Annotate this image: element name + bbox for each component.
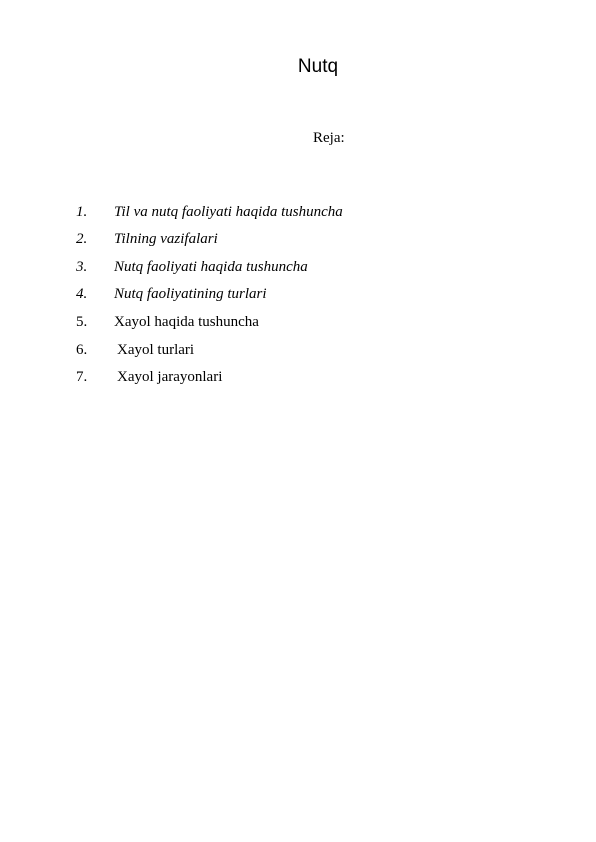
plan-item-number: 7. (76, 369, 88, 385)
plan-item (0, 368, 420, 388)
plan-item-number: 3. (76, 259, 88, 275)
plan-item-text: Xayol haqida tushuncha (114, 314, 259, 330)
plan-item-text: Xayol jarayonlari (117, 369, 223, 385)
title-container (0, 55, 596, 79)
plan-item-number: 5. (76, 314, 88, 330)
plan-item (0, 203, 420, 223)
plan-item-text: Nutq faoliyati haqida tushuncha (114, 259, 308, 275)
plan-item (0, 313, 420, 333)
plan-heading: Reja: (313, 130, 345, 146)
plan-item (0, 230, 420, 250)
plan-item-text: Nutq faoliyatining turlari (114, 286, 267, 302)
plan-item-number: 1. (76, 204, 88, 220)
plan-item-text: Til va nutq faoliyati haqida tushuncha (114, 204, 343, 220)
plan-item-number: 6. (76, 342, 88, 358)
document-title: Nutq (297, 56, 339, 77)
plan-item-number: 2. (76, 231, 88, 247)
plan-item-text: Tilning vazifalari (114, 231, 218, 247)
plan-item-text: Xayol turlari (117, 342, 195, 358)
plan-item (0, 258, 420, 278)
plan-item-number: 4. (76, 286, 88, 302)
plan-item (0, 285, 420, 305)
plan-item (0, 341, 420, 361)
